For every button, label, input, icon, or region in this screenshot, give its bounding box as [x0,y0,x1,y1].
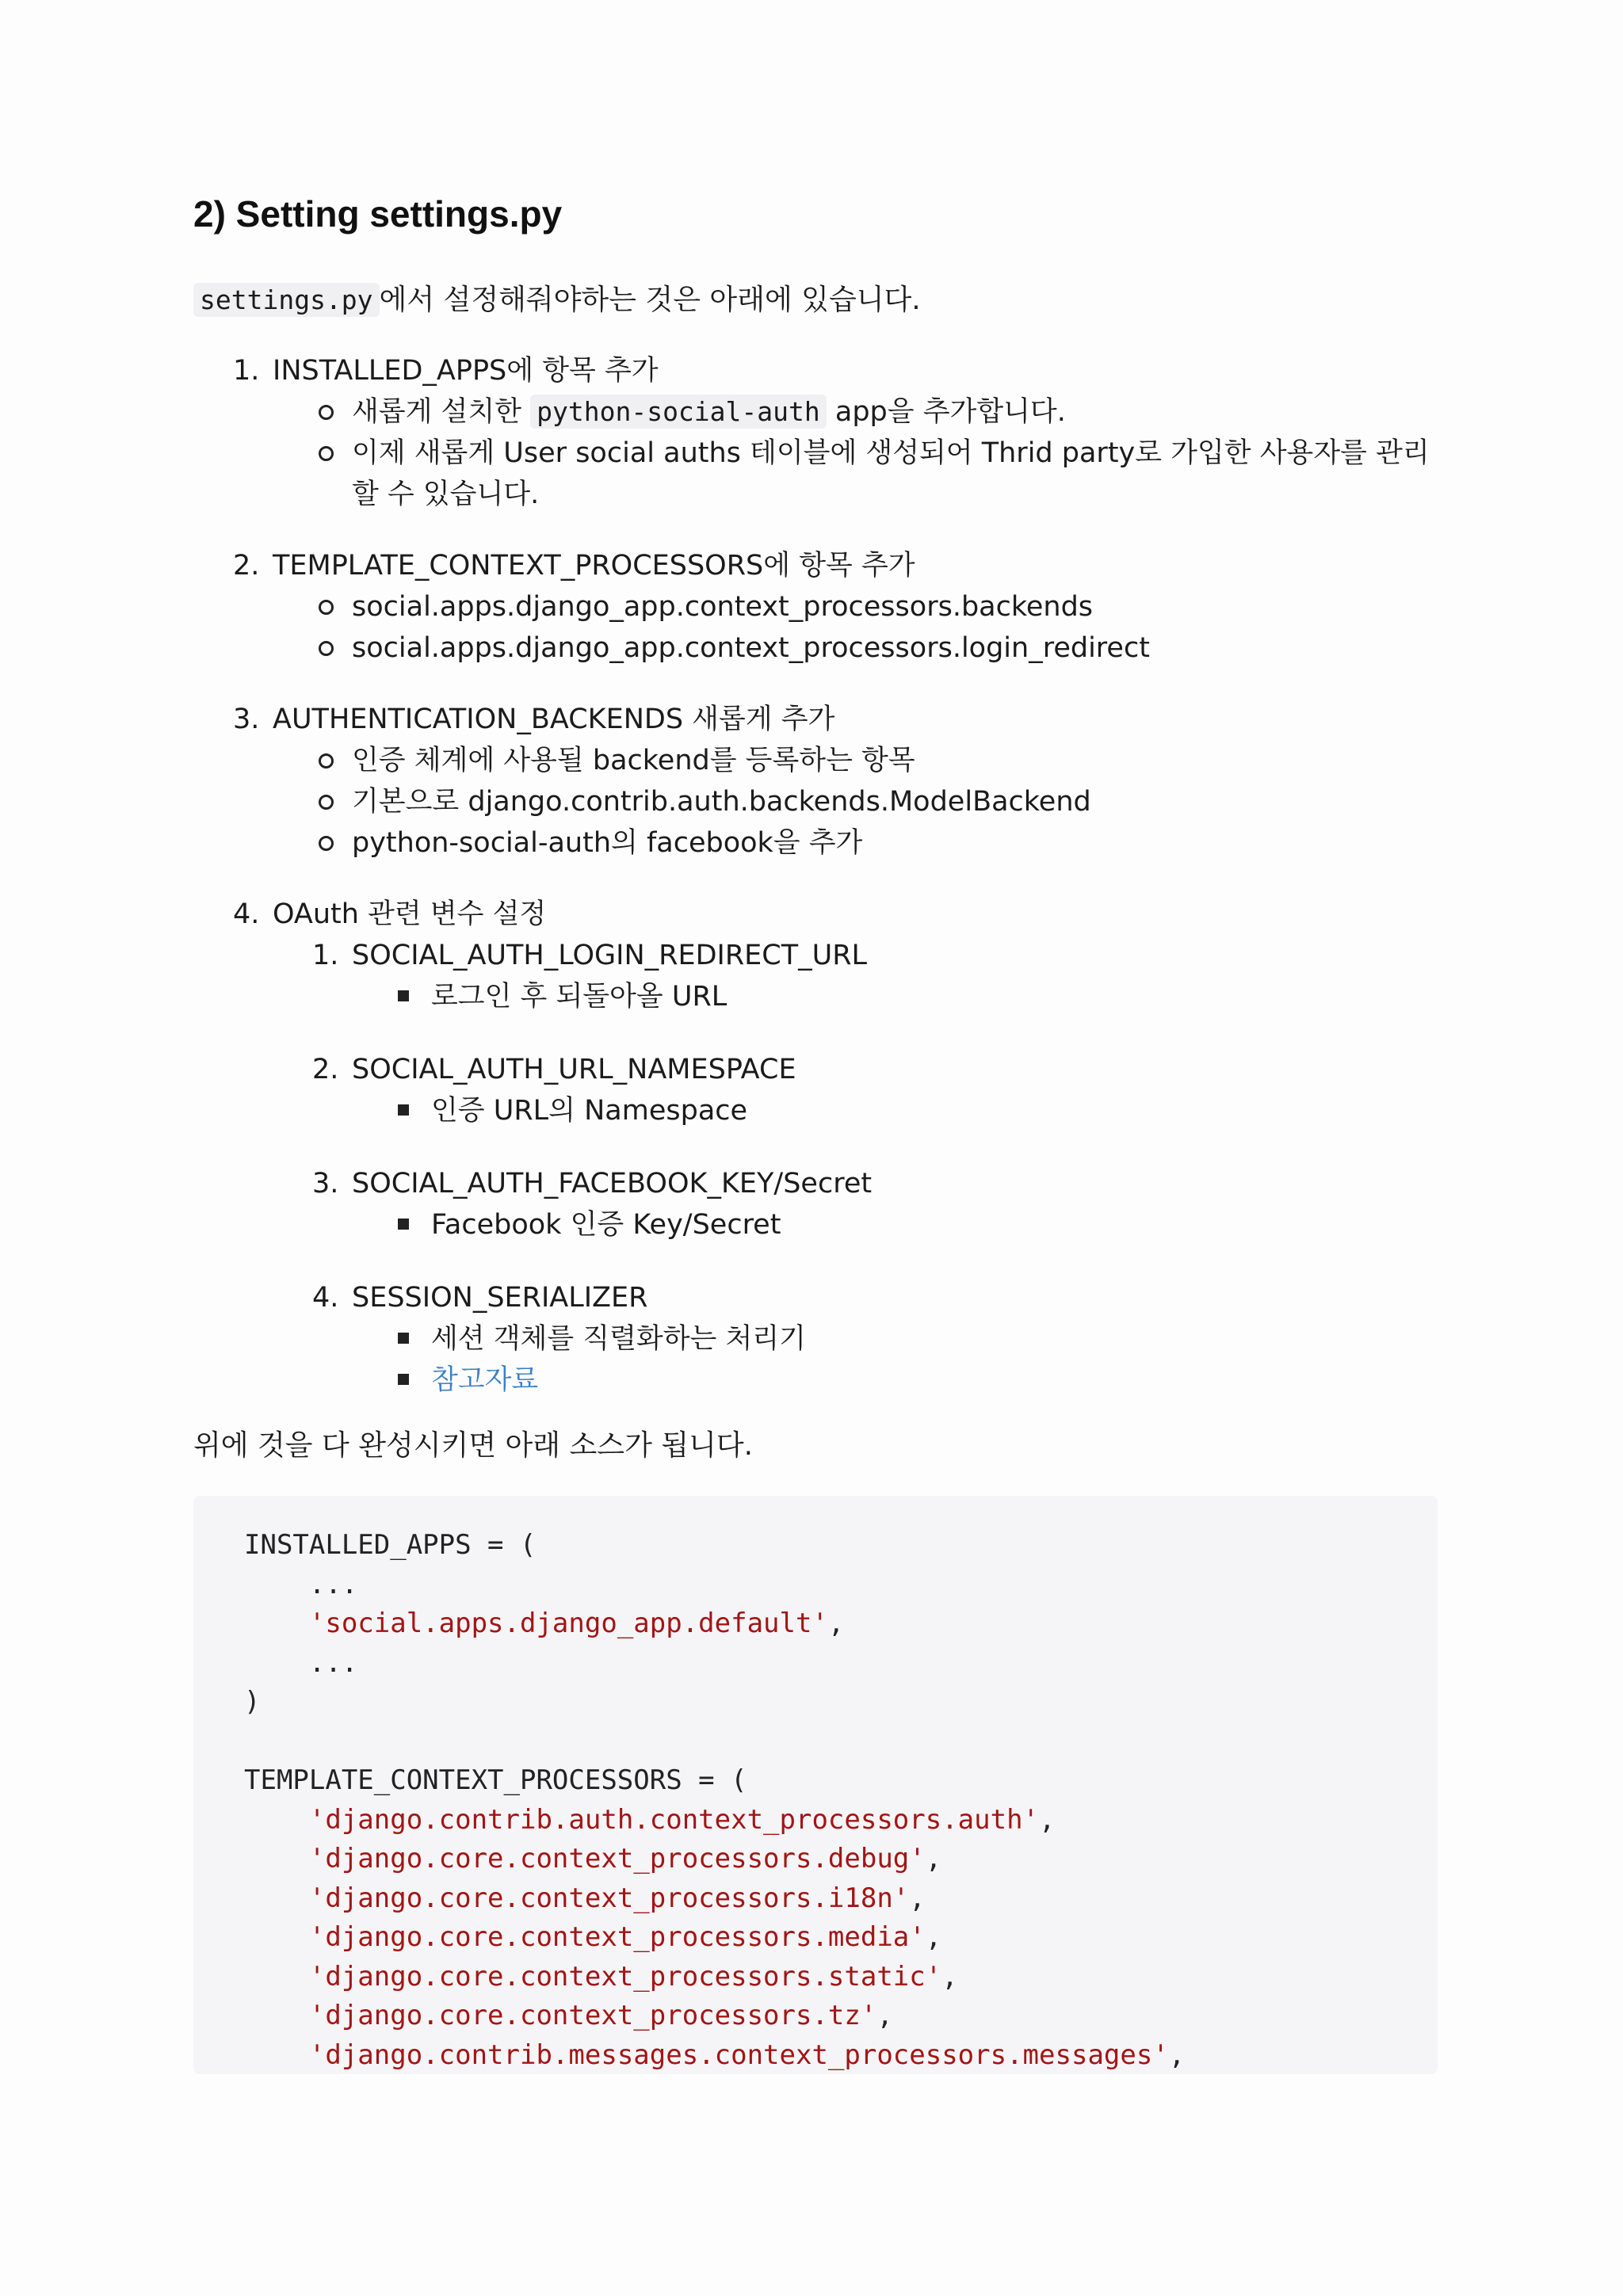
bullet-text: 기본으로 django.contrib.auth.backends.ModelBackend [352,786,1091,818]
code-indent [244,1921,309,1953]
intro-paragraph [193,279,1438,322]
code-line [244,1997,1387,2036]
code-indent [244,1804,309,1836]
code-text: , [941,1960,958,1993]
sub-step [312,935,1438,1017]
step-number: 3. [233,704,260,735]
step-number: 2. [233,550,260,582]
code-text: INSTALLED_APPS = ( [244,1529,537,1561]
bullet-text: 세션 객체를 직렬화하는 처리기 [431,1323,806,1355]
list-item [431,976,1438,1017]
intro-text: 에서 설정해줘야하는 것은 아래에 있습니다. [379,284,921,316]
code-line [244,1801,1387,1840]
code-line [244,1604,1387,1644]
code-string: 'django.core.context_processors.i18n' [308,1882,910,1914]
code-text: , [827,1608,845,1639]
list-item [352,586,1438,627]
code-text: , [1039,1803,1056,1836]
code-text: , [925,1843,942,1875]
sub-steps-list [273,935,1438,1401]
code-block [193,1496,1438,2074]
list-item [352,822,1438,864]
code-text: , [876,2000,893,2031]
outro-paragraph: 위에 것을 다 완성시키면 아래 소스가 됩니다. [193,1429,754,1462]
code-string: 'django.contrib.auth.context_processors.auth' [308,1803,1040,1836]
code-text: ... [244,1568,358,1600]
sub-step-number: 4. [312,1282,339,1314]
step-number: 1. [233,355,260,387]
bullet-list [352,1204,1438,1245]
code-line [244,1918,1387,1958]
code-line [244,1958,1387,1997]
sub-step-title: SOCIAL_AUTH_LOGIN_REDIRECT_URL [352,940,868,971]
step-number: 4. [233,898,260,930]
section-heading: 2) Setting settings.py [193,193,563,235]
sub-step [312,1049,1438,1131]
bullet-list [352,1090,1438,1131]
step-authentication-backends [233,699,1438,864]
step-installed-apps [233,350,1438,515]
code-line [244,1566,1387,1605]
bullet-text: 새롭게 설치한 [352,396,531,428]
bullet-text: 인증 체계에 사용될 backend를 등록하는 항목 [352,745,915,776]
code-text: ) [244,1686,261,1718]
step-title: TEMPLATE_CONTEXT_PROCESSORS에 항목 추가 [273,550,915,582]
reference-link[interactable]: 참고자료 [431,1364,539,1396]
step-title: INSTALLED_APPS에 항목 추가 [273,355,659,387]
document-page [193,190,1438,2074]
code-string: 'django.core.context_processors.tz' [308,2000,877,2031]
sub-step-title: SESSION_SERIALIZER [352,1282,648,1314]
bullet-text: Facebook 인증 Key/Secret [431,1209,781,1241]
bullet-list [352,976,1438,1017]
bullet-text: social.apps.django_app.context_processors.login_redirect [352,632,1150,664]
code-string: 'django.contrib.messages.context_processors.messages' [308,2039,1169,2071]
list-item [352,391,1438,433]
step-oauth-variables [233,894,1438,1401]
inline-code: settings.py [193,283,380,317]
list-item [431,1360,1438,1401]
code-indent [244,2039,309,2071]
list-item [431,1090,1438,1131]
code-line [244,2036,1387,2075]
bullet-list [273,391,1438,515]
code-text: , [925,1921,942,1953]
settings-steps-list [193,350,1438,1401]
list-item [352,740,1438,781]
bullet-text: social.apps.django_app.context_processors.backends [352,591,1094,623]
code-line [244,1722,1387,1762]
code-string: 'django.core.context_processors.media' [308,1921,926,1953]
code-text: TEMPLATE_CONTEXT_PROCESSORS = ( [244,1764,747,1796]
code-line [244,1840,1387,1879]
bullet-text: app을 추가합니다. [826,396,1066,428]
code-text: ... [244,1646,358,1679]
code-indent [244,1843,309,1875]
sub-step-number: 3. [312,1168,339,1199]
sub-step-number: 2. [312,1054,339,1085]
sub-step-number: 1. [312,940,339,971]
list-item [352,627,1438,669]
code-string: 'django.core.context_processors.static' [308,1960,942,1993]
bullet-text: 로그인 후 되돌아올 URL [431,981,727,1013]
code-text: , [909,1882,926,1914]
code-indent [244,1608,309,1639]
code-indent [244,2000,309,2031]
bullet-list [273,740,1438,864]
step-title: AUTHENTICATION_BACKENDS 새롭게 추가 [273,704,835,735]
step-template-context-processors [233,545,1438,669]
code-string: 'social.apps.django_app.default' [308,1608,828,1639]
code-text: , [1168,2039,1186,2071]
code-indent [244,1961,309,1993]
code-string: 'django.core.context_processors.debug' [308,1843,926,1875]
code-line [244,1761,1387,1801]
code-indent [244,1882,309,1914]
inline-code: python-social-auth [530,395,827,429]
code-line [244,1683,1387,1722]
code-line [244,1526,1387,1566]
sub-step [312,1277,1438,1401]
code-line [244,1644,1387,1684]
bullet-list [273,586,1438,669]
list-item [431,1318,1438,1360]
list-item [352,781,1438,822]
sub-step [312,1163,1438,1245]
list-item [431,1204,1438,1245]
bullet-list [352,1318,1438,1401]
bullet-text: 이제 새롭게 User social auths 테이블에 생성되어 Thrid party로 가입한 사용자를 관리할 수 있습니다. [352,437,1430,510]
sub-step-title: SOCIAL_AUTH_URL_NAMESPACE [352,1054,796,1085]
step-title: OAuth 관련 변수 설정 [273,898,547,930]
sub-step-title: SOCIAL_AUTH_FACEBOOK_KEY/Secret [352,1168,873,1199]
bullet-text: 인증 URL의 Namespace [431,1095,748,1127]
code-line [244,1879,1387,1919]
list-item [352,433,1438,515]
bullet-text: python-social-auth의 facebook을 추가 [352,827,863,859]
